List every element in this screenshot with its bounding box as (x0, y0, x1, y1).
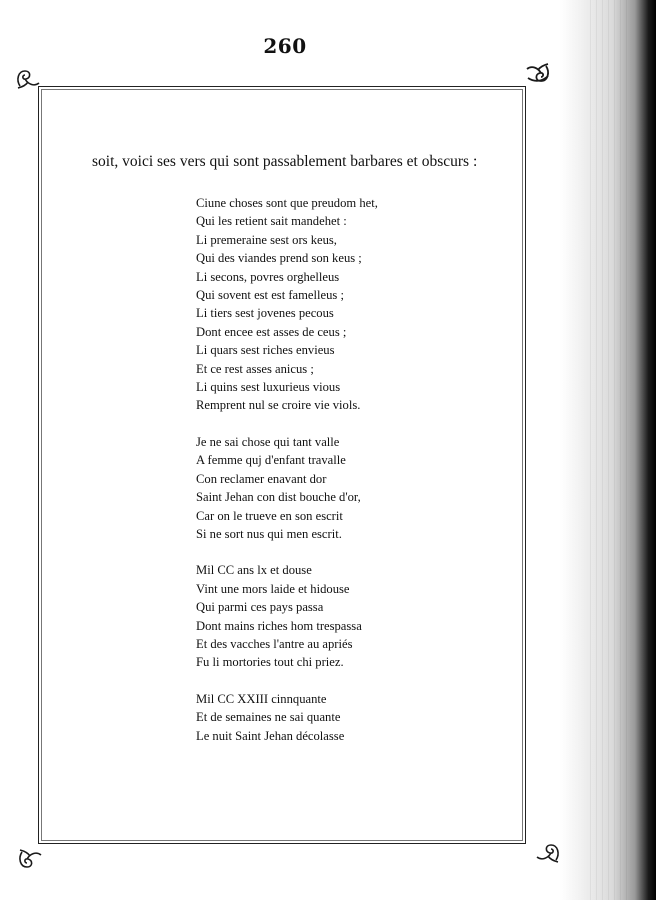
poem-line: Dont encee est asses de ceus ; (196, 324, 347, 339)
poem-line: Si ne sort nus qui men escrit. (196, 526, 342, 541)
poem-line: Ciune choses sont que preudom het, (196, 196, 378, 210)
page-edge-shadow (560, 0, 656, 900)
poem-line: Qui parmi ces pays passa (196, 600, 324, 615)
stanza-4 (196, 690, 496, 745)
poem-line: Le nuit Saint Jehan décolasse (196, 728, 345, 743)
poem-line: Qui des viandes prend son keus ; (196, 251, 362, 266)
poem-line: Je ne sai chose qui tant valle (196, 434, 340, 449)
poem-line: Li tiers sest jovenes pecous (196, 306, 334, 321)
poem-line: Mil CC XXIII cinnquante (196, 691, 327, 706)
poem-line: Li quins sest luxurieus vious (196, 380, 341, 395)
poem-line: Li premeraine sest ors keus, (196, 232, 337, 247)
poem-line: Remprent nul se croire vie viols. (196, 398, 361, 413)
poem-line: Et de semaines ne sai quante (196, 710, 341, 725)
page-number: 260 (263, 34, 307, 58)
poem-line: Et ce rest asses anicus ; (196, 361, 314, 376)
stanza-3 (196, 561, 496, 671)
fleuron-icon (524, 60, 552, 86)
stanza-2 (196, 433, 496, 543)
fleuron-icon (534, 840, 562, 866)
poem-line: Mil CC ans lx et douse (196, 563, 312, 578)
poem-line: Li quars sest riches envieus (196, 343, 335, 358)
poem-line: Con reclamer enavant dor (196, 471, 327, 486)
poem-line: Li secons, povres orghelleus (196, 269, 340, 284)
poem-line: Qui les retient sait mandehet : (196, 214, 347, 229)
stanza-1 (196, 194, 496, 415)
poem-line: A femme quj d'enfant travalle (196, 453, 346, 468)
poem-line: Saint Jehan con dist bouche d'or, (196, 490, 361, 505)
fleuron-icon (16, 846, 44, 872)
prose-paragraph: soit, voici ses vers qui sont passablement barbares et obscurs : (92, 153, 478, 170)
poem-line: Fu li mortories tout chi priez. (196, 655, 344, 670)
poem-line: Qui sovent est est famelleus ; (196, 288, 344, 303)
poem-line: Et des vacches l'antre au apriés (196, 636, 353, 651)
poem-line: Vint une mors laide et hidouse (196, 581, 350, 596)
fleuron-icon (14, 66, 42, 92)
poem-line: Dont mains riches hom trespassa (196, 618, 362, 633)
poem (196, 194, 496, 763)
poem-line: Car on le trueve en son escrit (196, 508, 343, 523)
